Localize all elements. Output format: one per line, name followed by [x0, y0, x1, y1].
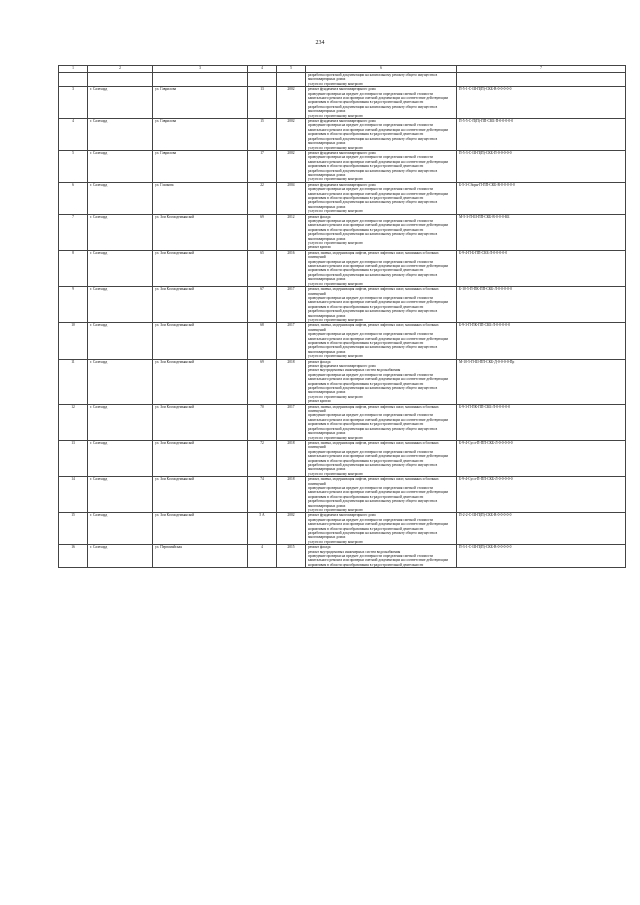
- entry-number: 10: [59, 323, 88, 359]
- entry-year: 2002: [277, 119, 306, 151]
- entry-works: [306, 287, 457, 323]
- work-item: ремонт, замена, модернизация лифтов, ремонт лифтовых шахт, машинных и блочных помещений: [308, 440, 439, 450]
- work-item: услуги по строительному контролю: [308, 539, 363, 544]
- entry-year: 2018: [277, 477, 306, 513]
- entry-code: П-5-3-С-Ш-П(П)-СКБ-П-0-0-0-0-0: [457, 150, 626, 182]
- work-item: проведение проверки на предмет достоверности определения сметной стоимости капитального ремонта или проверки сметной документации на соответствие действующим нормативам в области ценообразования в градостроительной деятельности: [308, 187, 448, 200]
- entry-street: ул. Зои Космодемьянской: [153, 250, 248, 286]
- work-item: проведение проверки на предмет достоверности определения сметной стоимости капитального ремонта или проверки сметной документации на соответствие действующим нормативам в области ценообразования в градостроительной деятельности: [308, 413, 448, 427]
- work-item: ремонт фасада: [308, 545, 331, 550]
- entry-city: г. Салехард: [88, 150, 153, 182]
- work-item: проведение проверки на предмет достоверности определения сметной стоимости капитального ремонта или проверки сметной документации на соответствие действующим нормативам в области ценообразования в градостроительной деятельности: [308, 91, 448, 105]
- table-row: [59, 404, 626, 440]
- entry-code: Б-9-4-П-Б-ПП-СКБ-Л-0-0-0-0-0: [457, 250, 626, 286]
- entry-number: 7: [59, 214, 88, 250]
- entry-house: 69: [248, 359, 277, 404]
- table-row: [59, 182, 626, 214]
- work-item: услуги по строительному контролю: [308, 394, 363, 399]
- entry-street: ул. Зои Космодемьянской: [153, 323, 248, 359]
- col-header-1: 1: [59, 66, 88, 73]
- entry-number: 11: [59, 359, 88, 404]
- entry-number: 4: [59, 119, 88, 151]
- entry-city: г. Салехард: [88, 250, 153, 286]
- work-item: ремонт внутридомовых инженерных систем водоснабжения: [308, 368, 401, 373]
- entry-street: ул. Зои Космодемьянской: [153, 513, 248, 545]
- work-item: услуги по строительному контролю: [308, 508, 363, 512]
- entry-works: [306, 250, 457, 286]
- work-item: проведение проверки на предмет достоверности определения сметной стоимости капитального ремонта или проверки сметной документации на соответствие действующим нормативам в области ценообразования в градостроительной деятельности: [308, 449, 448, 463]
- entry-street: ул. Глазкова: [153, 182, 248, 214]
- entry-year: 2002: [277, 87, 306, 119]
- entry-year: 2012: [277, 214, 306, 250]
- entry-city: г. Салехард: [88, 359, 153, 404]
- entry-house: 65: [248, 250, 277, 286]
- work-item: услуги по строительному контролю: [308, 145, 363, 150]
- entry-house: 5 А: [248, 513, 277, 545]
- entry-number: 14: [59, 477, 88, 513]
- work-item: разработка проектной документации на капитальному ремонту общего имущества в многоквартирных домах: [308, 136, 438, 146]
- entry-works: [306, 214, 457, 250]
- work-item: разработка проектной документации на капитальному ремонту общего имущества в многоквартирных домах: [308, 200, 438, 209]
- entry-street: ул. Зои Космодемьянской: [153, 477, 248, 513]
- entry-code: Б-9-3-П-ПК-ПП-СКБ-Л-0-0-0-0-0: [457, 323, 626, 359]
- entry-street: ул. Гаврилова: [153, 150, 248, 182]
- entry-house: 74: [248, 477, 277, 513]
- work-item: разработка проектной документации на капитальному ремонту общего имущества в многоквартирных домах: [308, 462, 438, 472]
- work-item: ремонт, замена, модернизация лифтов, ремонт лифтовых шахт, машинных и блочных помещений: [308, 404, 439, 414]
- work-item: ремонт, замена, модернизация лифтов, ремонт лифтовых шахт, машинных и блочных помещений: [308, 477, 439, 486]
- register-table: [58, 65, 626, 568]
- work-item: ремонт, замена, модернизация лифтов, ремонт лифтовых шахт, машинных и блочных помещений: [308, 323, 439, 332]
- entry-works: [306, 359, 457, 404]
- col-header-5: 5: [277, 66, 306, 73]
- entry-house: 72: [248, 440, 277, 476]
- lead-row: [59, 73, 626, 87]
- work-item: проведение проверки на предмет достоверности определения сметной стоимости капитального ремонта или проверки сметной документации на соответствие действующим нормативам в области ценообразования в градостроительной деятельности: [308, 219, 448, 232]
- entry-code: Б-9-4-Сусл-П-ПП-СКБ-Л-0-0-0-0-0: [457, 440, 626, 476]
- work-item: услуги по строительному контролю: [308, 317, 363, 322]
- entry-city: г. Салехард: [88, 214, 153, 250]
- table-row: [59, 477, 626, 513]
- entry-code: П-2-2-С-Ш-П(П)-СКБ-В-0-0-0-0-0: [457, 513, 626, 545]
- entry-street: ул. Зои Космодемьянской: [153, 359, 248, 404]
- entry-number: 6: [59, 182, 88, 214]
- entry-city: г. Салехард: [88, 477, 153, 513]
- work-item: проведение проверки на предмет достоверности определения сметной стоимости капитального ремонта или проверки сметной документации на соответствие действующим нормативам в области ценообразования в градостроительной деятельности: [308, 372, 448, 386]
- entry-house: 70: [248, 404, 277, 440]
- entry-year: 2018: [277, 440, 306, 476]
- entry-year: 2017: [277, 323, 306, 359]
- work-item: разработка проектной документации на капитальному ремонту общего имущества в многоквартирных домах: [308, 309, 438, 318]
- entry-number: 8: [59, 250, 88, 286]
- work-item: услуги по строительному контролю: [308, 177, 363, 182]
- entry-number: 16: [59, 545, 88, 568]
- entry-number: 13: [59, 440, 88, 476]
- entry-house: 69: [248, 214, 277, 250]
- entry-code: Б-10-5-П-ПК-ПП-СКБ-Л-0-0-0-0-0: [457, 287, 626, 323]
- entry-number: 5: [59, 150, 88, 182]
- entry-year: 2016: [277, 250, 306, 286]
- table-row: [59, 359, 626, 404]
- work-item: разработка проектной документации на капитальному ремонту общего имущества в многоквартирных домах: [308, 426, 438, 436]
- table-row: [59, 250, 626, 286]
- entry-city: г. Салехард: [88, 404, 153, 440]
- table-row: [59, 323, 626, 359]
- entry-city: г. Салехард: [88, 182, 153, 214]
- entry-street: ул. Гаврилова: [153, 87, 248, 119]
- col-header-3: 3: [153, 66, 248, 73]
- entry-number: 9: [59, 287, 88, 323]
- work-item: проведение проверки на предмет достоверности определения сметной стоимости капитального ремонта или проверки сметной документации на соответствие действующим нормативам в области ценообразования в градостроительной деятельности: [308, 332, 448, 345]
- entry-street: ул. Зои Космодемьянской: [153, 440, 248, 476]
- entry-house: 15: [248, 119, 277, 151]
- work-item: разработка проектной документации на капитальному ремонту общего имущества в многоквартирных домах: [308, 345, 438, 354]
- entry-house: 13: [248, 87, 277, 119]
- work-item: ремонт фундамента многоквартирного дома: [308, 119, 376, 124]
- entry-city: г. Салехард: [88, 440, 153, 476]
- work-item: услуги по строительному контролю: [308, 354, 363, 359]
- col-header-7: 7: [457, 66, 626, 73]
- work-item: проведение проверки на предмет достоверности определения сметной стоимости капитального ремонта или проверки сметной документации на соответствие действующим нормативам в области ценообразования в градостроительной деятельности: [308, 554, 448, 567]
- work-item: разработка проектной документации на капитальному ремонту общего имущества в многоквартирных домах: [308, 73, 438, 82]
- entry-street: ул. Зои Космодемьянской: [153, 404, 248, 440]
- entry-number: 3: [59, 87, 88, 119]
- entry-works: [306, 513, 457, 545]
- work-item: ремонт кровли: [308, 399, 331, 404]
- entry-number: 15: [59, 513, 88, 545]
- entry-works: [306, 323, 457, 359]
- work-item: проведение проверки на предмет достоверности определения сметной стоимости капитального ремонта или проверки сметной документации на соответствие действующим нормативам в области ценообразования в градостроительной деятельности: [308, 155, 448, 169]
- work-item: услуги по строительному контролю: [308, 435, 363, 440]
- entry-house: 68: [248, 323, 277, 359]
- work-item: разработка проектной документации на капитальному ремонту общего имущества в многоквартирных домах: [308, 499, 438, 508]
- entry-number: 12: [59, 404, 88, 440]
- work-item: разработка проектной документации на капитальному ремонту общего имущества в многоквартирных домах: [308, 232, 438, 241]
- entry-house: 67: [248, 287, 277, 323]
- entry-city: г. Салехард: [88, 287, 153, 323]
- table-row: [59, 87, 626, 119]
- work-item: ремонт фасада: [308, 359, 331, 364]
- work-item: проведение проверки на предмет достоверности определения сметной стоимости капитального ремонта или проверки сметной документации на соответствие действующим нормативам в области ценообразования в градостроительной деятельности: [308, 123, 448, 137]
- lead-works: [306, 73, 457, 87]
- entry-code: Б-9-3-П-ПК-ПП-СКБ-Л-0-0-0-0-0: [457, 404, 626, 440]
- entry-works: [306, 477, 457, 513]
- entry-year: 2015: [277, 545, 306, 568]
- entry-street: ул. Зои Космодемьянской: [153, 214, 248, 250]
- work-item: услуги по строительному контролю: [308, 81, 363, 86]
- work-item: ремонт фундамента многоквартирного дома: [308, 150, 376, 155]
- table-row: [59, 287, 626, 323]
- work-item: разработка проектной документации на капитальному ремонту общего имущества в многоквартирных домах: [308, 272, 438, 282]
- entry-street: ул. Зои Космодемьянской: [153, 287, 248, 323]
- work-item: разработка проектной документации на капитальному ремонту общего имущества в многоквартирных домах: [308, 386, 438, 395]
- entry-works: [306, 119, 457, 151]
- work-item: ремонт внутридомовых инженерных систем водоснабжения: [308, 549, 401, 554]
- work-item: ремонт кровли: [308, 245, 331, 250]
- work-item: услуги по строительному контролю: [308, 241, 363, 246]
- work-item: разработка проектной документации на капитальному ремонту общего имущества в многоквартирных домах: [308, 168, 438, 177]
- entry-city: г. Салехард: [88, 323, 153, 359]
- entry-year: 2017: [277, 287, 306, 323]
- entry-works: [306, 545, 457, 568]
- work-item: проведение проверки на предмет достоверности определения сметной стоимости капитального ремонта или проверки сметной документации на соответствие действующим нормативам в области ценообразования в градостроительной деятельности: [308, 485, 448, 499]
- work-item: ремонт, замена, модернизация лифтов, ремонт лифтовых шахт, машинных и блочных помещений: [308, 287, 439, 296]
- col-header-6: 6: [306, 66, 457, 73]
- work-item: услуги по строительному контролю: [308, 209, 363, 214]
- entry-code: П-5-5-С-П(П)-ПП-СКБ-П-0-0-0-0-0: [457, 119, 626, 151]
- table-row: [59, 214, 626, 250]
- entry-code: Б-9-4-Сусл-П-ПП-СКБ-Л-0-0-0-0-0: [457, 477, 626, 513]
- entry-city: г. Салехард: [88, 119, 153, 151]
- entry-house: 17: [248, 150, 277, 182]
- entry-house: 4: [248, 545, 277, 568]
- work-item: разработка проектной документации на капитальному ремонту общего имущества в многоквартирных домах: [308, 104, 438, 114]
- entry-city: г. Салехард: [88, 87, 153, 119]
- work-item: ремонт фундамента многоквартирного дома: [308, 364, 376, 368]
- entry-works: [306, 404, 457, 440]
- entry-city: г. Салехард: [88, 513, 153, 545]
- entry-works: [306, 182, 457, 214]
- work-item: проведение проверки на предмет достоверности определения сметной стоимости капитального ремонта или проверки сметной документации на соответствие действующим нормативам в области ценообразования в градостроительной деятельности: [308, 295, 448, 309]
- col-header-2: 2: [88, 66, 153, 73]
- work-item: ремонт фасада: [308, 214, 331, 219]
- entry-code: П-5-1-С-Ш-П(П)-СКБ-В-0-0-0-0-0: [457, 87, 626, 119]
- entry-year: 2018: [277, 359, 306, 404]
- table-row: [59, 150, 626, 182]
- entry-code: М-10-5-П-Ш-ПП-СКБ-Д-0-0-0-0-Пр: [457, 359, 626, 404]
- work-item: ремонт фундамента многоквартирного дома: [308, 513, 376, 518]
- work-item: проведение проверки на предмет достоверности определения сметной стоимости капитального ремонта или проверки сметной документации на соответствие действующим нормативам в области ценообразования в градостроительной деятельности: [308, 517, 448, 531]
- entry-house: 22: [248, 182, 277, 214]
- work-item: разработка проектной документации на капитальному ремонту общего имущества в многоквартирных домах: [308, 531, 438, 540]
- work-item: ремонт фундамента многоквартирного дома: [308, 87, 376, 92]
- entry-works: [306, 87, 457, 119]
- entry-city: г. Салехард: [88, 545, 153, 568]
- header-row: [59, 66, 626, 73]
- entry-code: П-3-1-С-Ш-П(П)-СКБ-В-0-0-0-0-0: [457, 545, 626, 568]
- entry-street: ул. Первомайская: [153, 545, 248, 568]
- entry-works: [306, 150, 457, 182]
- entry-year: 2002: [277, 150, 306, 182]
- work-item: ремонт, замена, модернизация лифтов, ремонт лифтовых шахт, машинных и блочных помещений: [308, 250, 439, 260]
- work-item: ремонт фундамента многоквартирного дома: [308, 182, 376, 187]
- work-item: услуги по строительному контролю: [308, 113, 363, 118]
- table-row: [59, 440, 626, 476]
- entry-year: 2002: [277, 513, 306, 545]
- page-number: 234: [315, 40, 325, 46]
- col-header-4: 4: [248, 66, 277, 73]
- entry-code: Б-5-3-Сборн-П-ПП-СКБ-В-0-0-0-0-0: [457, 182, 626, 214]
- entry-street: ул. Гаврилова: [153, 119, 248, 151]
- table-row: [59, 119, 626, 151]
- table-row: [59, 513, 626, 545]
- entry-year: 2004: [277, 182, 306, 214]
- entry-code: М-5-3-П-Ш-ПП-СКБ-В-0-0-0-КБ: [457, 214, 626, 250]
- entry-works: [306, 440, 457, 476]
- work-item: проведение проверки на предмет достоверности определения сметной стоимости капитального ремонта или проверки сметной документации на соответствие действующим нормативам в области ценообразования в градостроительной деятельности: [308, 259, 448, 273]
- work-item: услуги по строительному контролю: [308, 471, 363, 476]
- table-row: [59, 545, 626, 568]
- entry-year: 2017: [277, 404, 306, 440]
- work-item: услуги по строительному контролю: [308, 281, 363, 286]
